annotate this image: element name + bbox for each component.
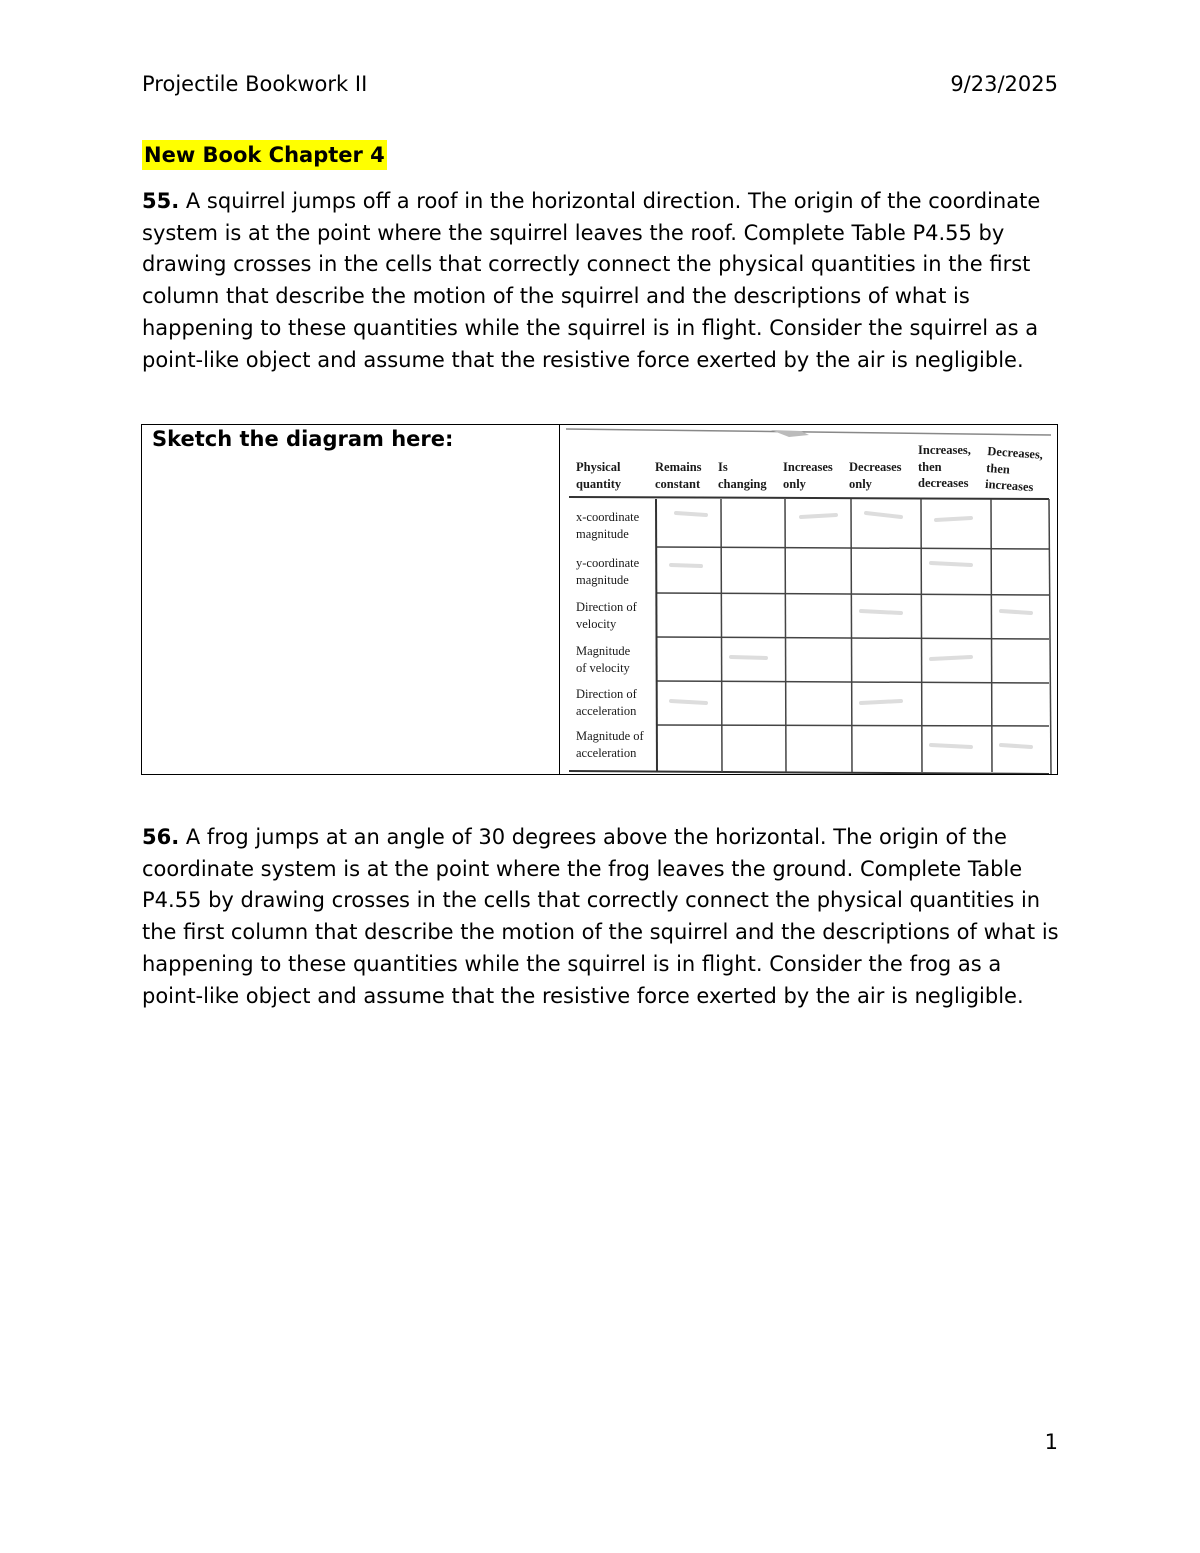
scanned-table-image [561,425,1057,774]
row-label-line1: y-coordinate [576,556,640,570]
row-label-line2: magnitude [576,526,629,541]
problem-55 [142,186,1062,376]
document-title: Projectile Bookwork II [142,72,368,96]
row-label-line2: velocity [576,616,617,631]
row-label-line1: Magnitude of [576,729,644,743]
sketch-table-box [141,424,1058,775]
problem-55-number: 55. [142,189,180,213]
header-physical-line1: Physical [576,460,621,474]
row-label-line2: acceleration [576,745,637,760]
bottom-rule [569,771,1049,774]
page-number: 1 [1044,1430,1058,1454]
scan-smudge [771,430,809,437]
scan-artifact-line [566,429,1051,435]
header-decreases-line1: Decreases [849,460,902,474]
row-label-line2: magnitude [576,572,629,587]
header-increases-line1: Increases [783,460,833,474]
row-label-line1: Direction of [576,600,637,614]
problem-56 [142,822,1062,1012]
box-divider [559,425,560,774]
header-is-line2: changing [718,476,767,491]
header-incdec-line1: Increases, [918,443,971,457]
sketch-label: Sketch the diagram here: [152,427,454,451]
problem-55-text: A squirrel jumps off a roof in the horizontal direction. The origin of the coordinate system is at the point where the squirrel leaves the roof. Complete Table P4.55 by drawing crosses in the cells that correctly connect the physical quantities in the first column that describe the motion of the squirrel and the descriptions of what is happening to these quantities while the squirrel is in flight. Consider the squirrel as a point-like object and assume that the resistive force exerted by the air is negligible. [142,189,1041,372]
problem-56-number: 56. [142,825,180,849]
row-label-line2: of velocity [576,660,630,675]
header-decinc-line3: increases [984,476,1034,495]
problem-56-text: A frog jumps at an angle of 30 degrees above the horizontal. The origin of the coordinate system is at the point where the frog leaves the ground. Complete Table P4.55 by drawing crosses in the cells that correctly connect the physical quantities in the first column that describe the motion of the squirrel and the descriptions of what is happening to these quantities while the squirrel is in flight. Consider the frog as a point-like object and assume that the resistive force exerted by the air is negligible. [142,825,1059,1008]
row-label-line1: x-coordinate [576,510,640,524]
header-remains-line1: Remains [655,460,702,474]
header-incdec-line3: decreases [918,476,969,490]
row-label-line1: Magnitude [576,644,631,658]
header-remains-line2: constant [655,476,701,491]
header-physical-line2: quantity [576,476,622,491]
row-label-line2: acceleration [576,703,637,718]
header-decinc-line1: Decreases, [986,443,1044,462]
header-is-line1: Is [718,460,728,474]
chapter-heading: New Book Chapter 4 [142,140,387,170]
header-decinc-line2: then [985,460,1011,477]
header-decreases-line2: only [849,476,872,491]
header-rule [569,497,1049,499]
document-date: 9/23/2025 [950,72,1058,96]
row-label-line1: Direction of [576,687,637,701]
header-increases-line2: only [783,476,806,491]
header-incdec-line2: then [918,459,942,474]
